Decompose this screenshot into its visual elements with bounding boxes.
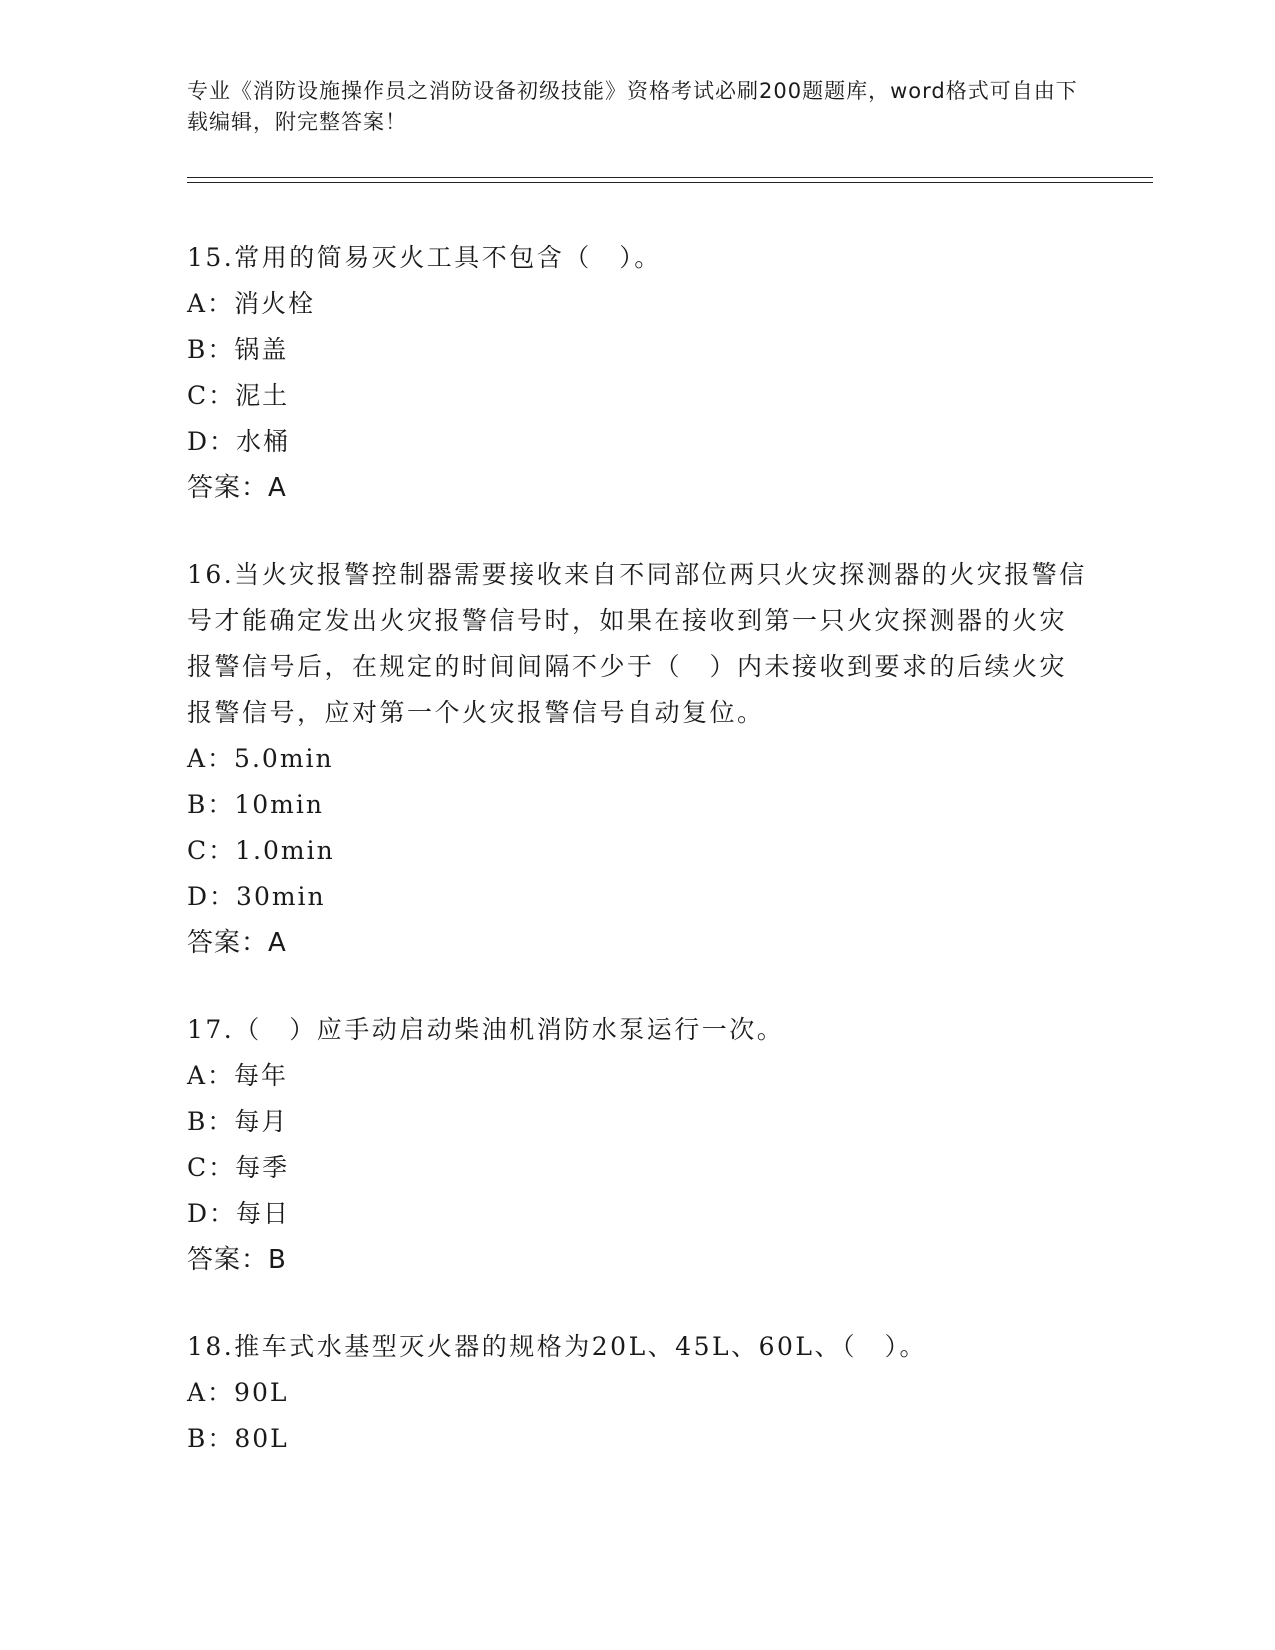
option-d: D：水桶	[187, 427, 291, 456]
question-stem: 18.推车式水基型灭火器的规格为20L、45L、60L、（ ）。	[187, 1332, 927, 1361]
header-divider-bottom	[187, 182, 1153, 183]
option-c: C：每季	[187, 1153, 290, 1182]
header-divider-top	[187, 177, 1153, 178]
option-c: C：1.0min	[187, 836, 335, 865]
question-stem: 17.（ ）应手动启动柴油机消防水泵运行一次。	[187, 1015, 785, 1044]
option-c: C：泥土	[187, 381, 290, 410]
option-a: A：90L	[187, 1378, 289, 1407]
question-15	[187, 235, 1087, 511]
question-stem: 15.常用的简易灭火工具不包含（ ）。	[187, 243, 662, 272]
option-b: B：10min	[187, 790, 324, 819]
document-header: 专业《消防设施操作员之消防设备初级技能》资格考试必刷200题题库，word格式可自由下载编辑，附完整答案！	[187, 79, 1078, 134]
question-17	[187, 1007, 1087, 1283]
question-18	[187, 1324, 1087, 1462]
question-stem: 16.当火灾报警控制器需要接收来自不同部位两只火灾探测器的火灾报警信号才能确定发出火灾报警信号时，如果在接收到第一只火灾探测器的火灾报警信号后，在规定的时间间隔不少于（ ）内未接收到要求的后续火灾报警信号，应对第一个火灾报警信号自动复位。	[187, 560, 1087, 727]
option-d: D：30min	[187, 882, 326, 911]
answer: 答案：B	[187, 1245, 287, 1275]
question-list	[187, 235, 1087, 1503]
option-a: A：5.0min	[187, 744, 334, 773]
answer: 答案：A	[187, 473, 287, 503]
answer: 答案：A	[187, 928, 287, 958]
option-a: A：消火栓	[187, 289, 316, 318]
option-b: B：每月	[187, 1107, 289, 1136]
option-b: B：锅盖	[187, 335, 289, 364]
option-a: A：每年	[187, 1061, 289, 1090]
question-16	[187, 552, 1087, 966]
option-d: D：每日	[187, 1199, 291, 1228]
option-b: B：80L	[187, 1424, 289, 1453]
